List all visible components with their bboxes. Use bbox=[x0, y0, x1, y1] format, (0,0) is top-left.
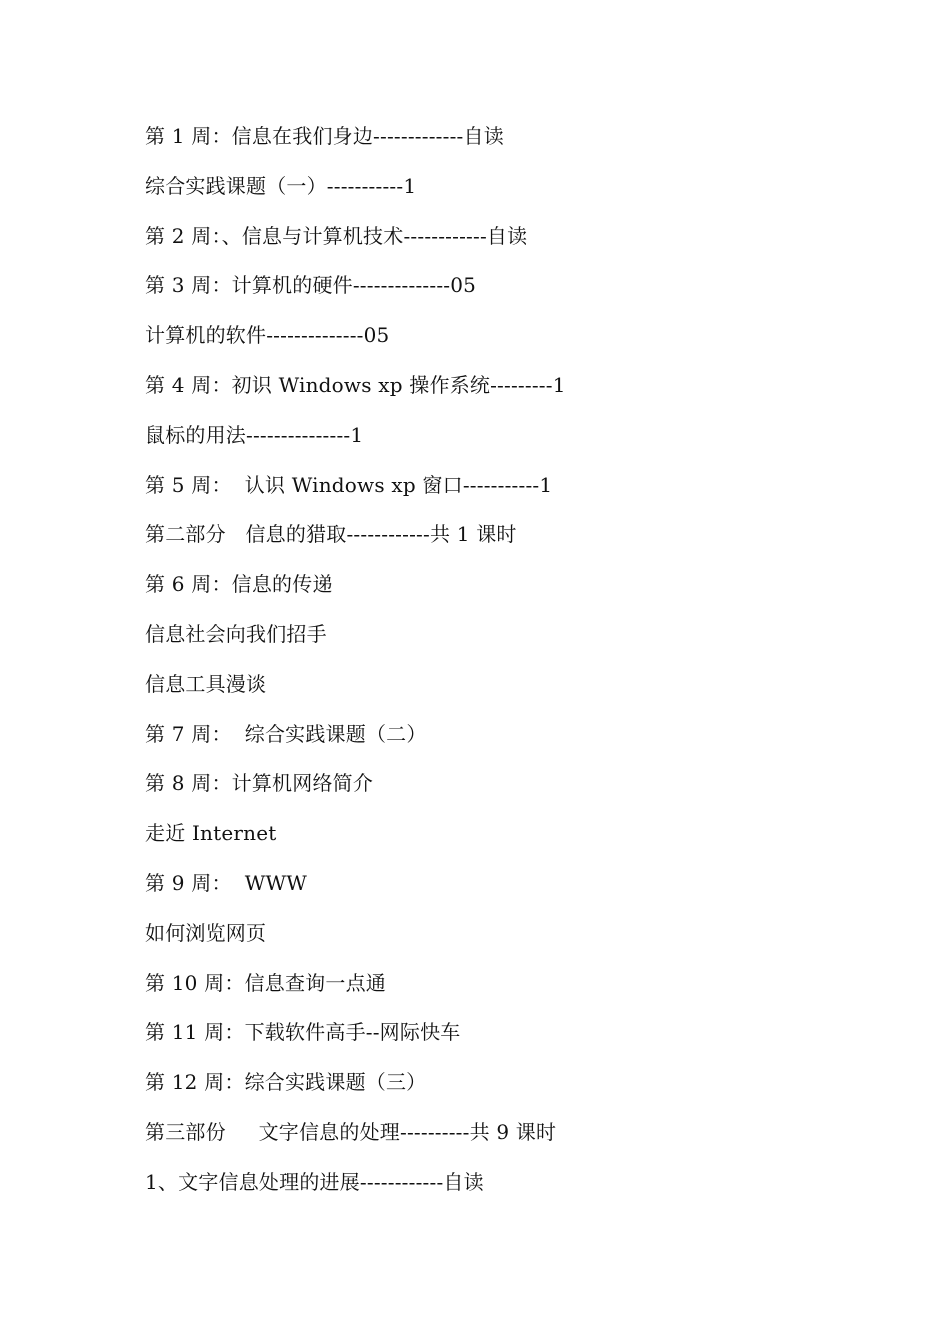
outline-line: 第 5 周： 认识 Windows xp 窗口-----------1 bbox=[145, 472, 553, 497]
outline-line: 鼠标的用法---------------1 bbox=[145, 422, 364, 447]
outline-line: 第 8 周：计算机网络简介 bbox=[145, 771, 374, 796]
outline-line: 走近 Internet bbox=[145, 821, 277, 846]
section-heading: 第三部份 文字信息的处理----------共 9 课时 bbox=[145, 1119, 557, 1144]
outline-line: 第 2 周：、信息与计算机技术------------自读 bbox=[145, 223, 528, 248]
outline-line: 信息工具漫谈 bbox=[145, 671, 267, 696]
outline-line: 计算机的软件--------------05 bbox=[145, 323, 390, 348]
outline-line: 第 4 周：初识 Windows xp 操作系统---------1 bbox=[145, 372, 566, 397]
outline-line: 信息社会向我们招手 bbox=[145, 621, 327, 646]
outline-line: 综合实践课题（一）-----------1 bbox=[145, 173, 417, 198]
outline-line: 第 9 周： WWW bbox=[145, 870, 308, 895]
outline-line: 第 10 周：信息查询一点通 bbox=[145, 970, 386, 995]
outline-line: 第 6 周：信息的传递 bbox=[145, 572, 333, 597]
outline-line: 1、文字信息处理的进展------------自读 bbox=[145, 1169, 484, 1194]
outline-line: 第 7 周： 综合实践课题（二） bbox=[145, 721, 427, 746]
outline-line: 第 3 周：计算机的硬件--------------05 bbox=[145, 273, 477, 298]
outline-line: 第 1 周：信息在我们身边-------------自读 bbox=[145, 124, 504, 148]
outline-list bbox=[145, 112, 925, 1208]
outline-line: 如何浏览网页 bbox=[145, 920, 267, 945]
outline-line: 第 11 周：下载软件高手--网际快车 bbox=[145, 1020, 461, 1045]
section-heading: 第二部分 信息的猎取------------共 1 课时 bbox=[145, 522, 517, 547]
outline-line: 第 12 周：综合实践课题（三） bbox=[145, 1070, 427, 1095]
